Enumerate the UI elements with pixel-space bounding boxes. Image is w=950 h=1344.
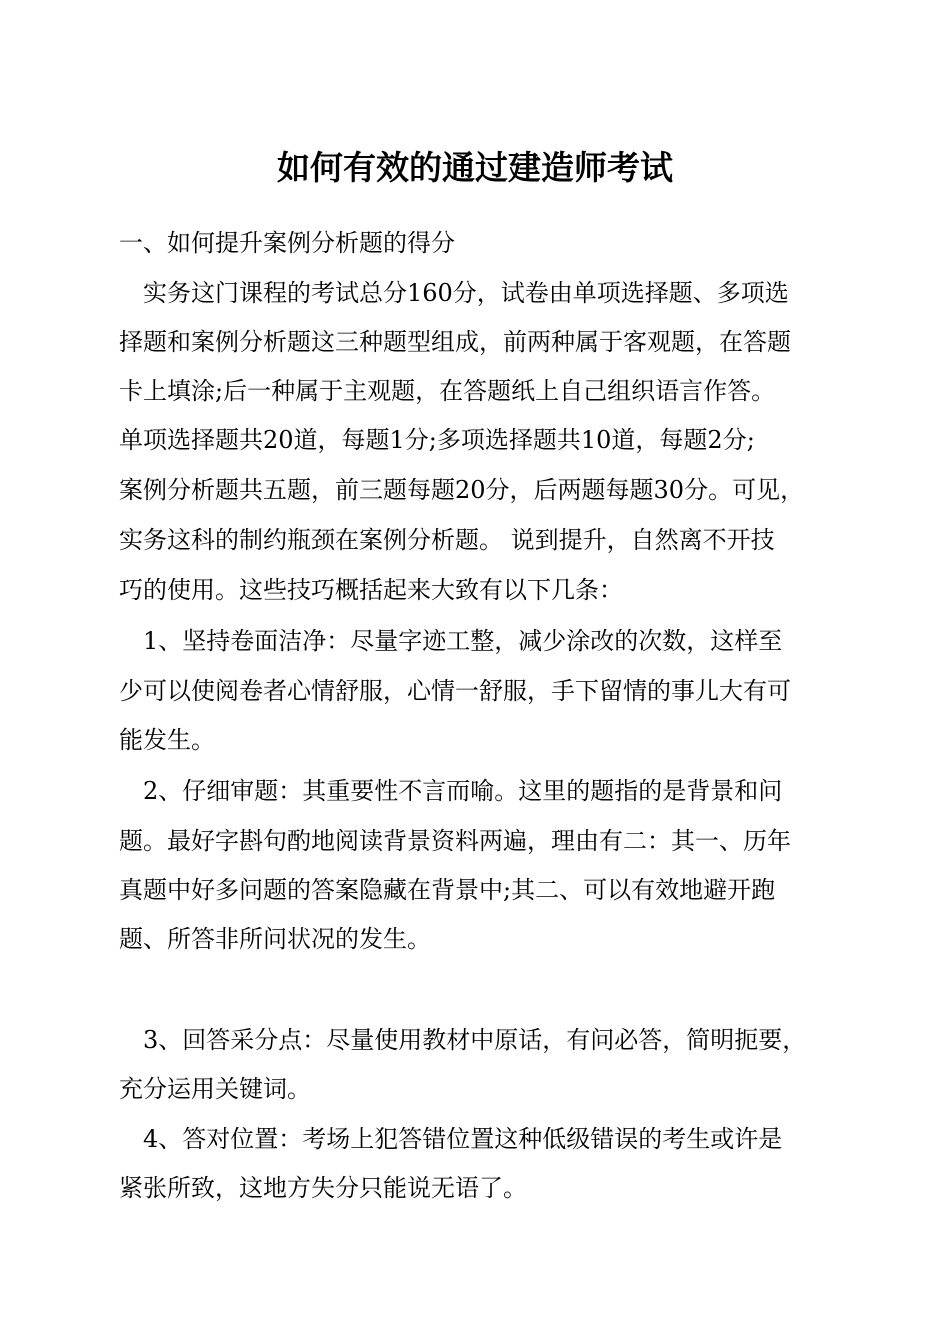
document-title: 如何有效的通过建造师考试 <box>277 148 673 187</box>
paragraph-line: 择题和案例分析题这三种题型组成，前两种属于客观题，在答题 <box>119 328 791 356</box>
paragraph-line: 4、答对位置：考场上犯答错位置这种低级错误的考生或许是 <box>143 1125 783 1153</box>
paragraph-line: 单项选择题共20道，每题1分;多项选择题共10道，每题2分; <box>119 426 755 454</box>
paragraph-line: 紧张所致，这地方失分只能说无语了。 <box>119 1174 527 1202</box>
paragraph-line: 案例分析题共五题，前三题每题20分，后两题每题30分。可见， <box>119 476 805 504</box>
paragraph-line: 1、坚持卷面洁净：尽量字迹工整，减少涂改的次数，这样至 <box>143 627 783 655</box>
paragraph-line: 巧的使用。这些技巧概括起来大致有以下几条： <box>119 576 623 604</box>
paragraph-line: 题。最好字斟句酌地阅读背景资料两遍，理由有二：其一、历年 <box>119 827 791 855</box>
paragraph-line: 能发生。 <box>119 726 215 754</box>
paragraph-line: 卡上填涂;后一种属于主观题，在答题纸上自己组织语言作答。 <box>119 377 776 405</box>
section-heading: 一、如何提升案例分析题的得分 <box>119 229 455 257</box>
paragraph-line: 题、所答非所问状况的发生。 <box>119 925 431 953</box>
paragraph-line: 实务这门课程的考试总分160分，试卷由单项选择题、多项选 <box>143 279 789 307</box>
paragraph-line: 真题中好多问题的答案隐藏在背景中;其二、可以有效地避开跑 <box>119 876 776 904</box>
paragraph-line: 充分运用关键词。 <box>119 1075 311 1103</box>
paragraph-line: 实务这科的制约瓶颈在案例分析题。 说到提升，自然离不开技 <box>119 526 775 554</box>
paragraph-line: 少可以使阅卷者心情舒服，心情一舒服，手下留情的事儿大有可 <box>119 677 791 705</box>
paragraph-line: 3、回答采分点：尽量使用教材中原话，有问必答，简明扼要， <box>143 1026 807 1054</box>
paragraph-line: 2、仔细审题：其重要性不言而喻。这里的题指的是背景和问 <box>143 777 783 805</box>
